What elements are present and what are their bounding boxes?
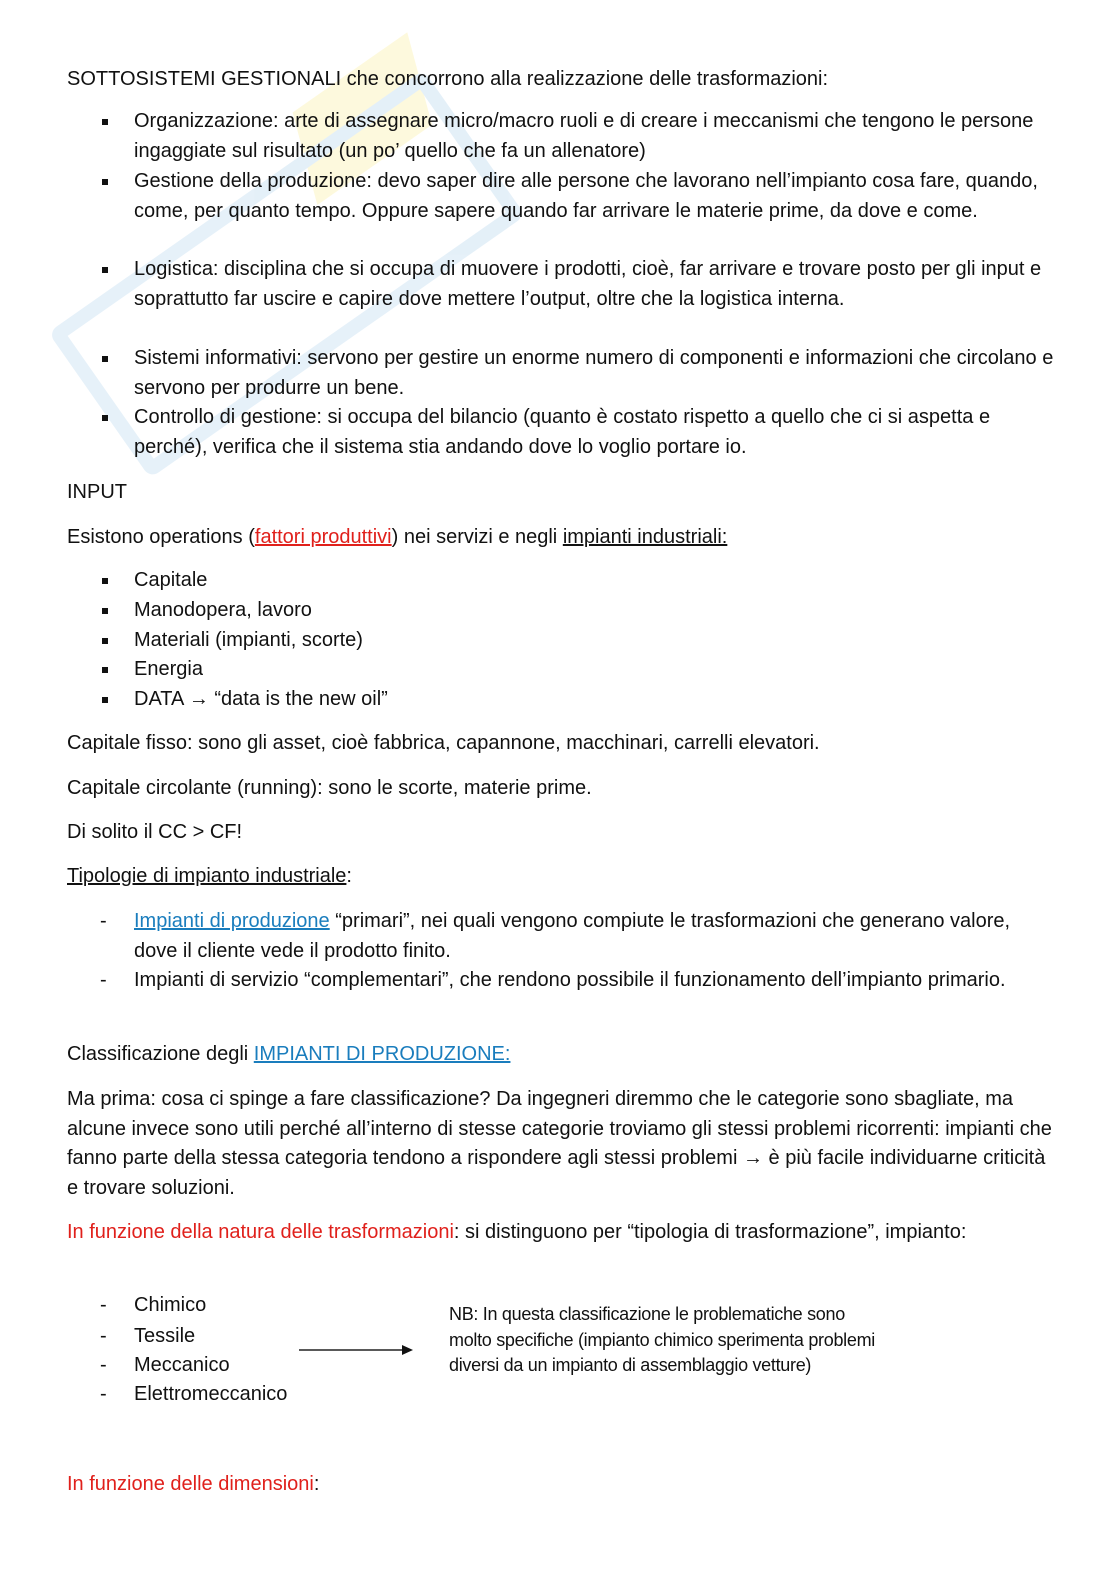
text: “primari”, nei quali vengono compiute le trasformazioni che generano valore, dove il cliente vede il prodotto finito. <box>134 910 1011 962</box>
list-item: Sistemi informativi: servono per gestire un enorme numero di componenti e informazioni che circolano e servono per produrre un bene. <box>134 347 1054 399</box>
fattori-produttivi-link: fattori produttivi <box>254 526 392 548</box>
bullet-icon <box>100 685 120 715</box>
dimensioni-text: In funzione delle dimensioni <box>67 1473 314 1495</box>
tipologie-heading <box>67 862 352 892</box>
text: : <box>346 865 352 887</box>
arrow-right-icon <box>298 1343 416 1357</box>
list-item: DATA → “data is the new oil” <box>134 688 388 710</box>
tipologie-text: Tipologie di impianto industriale <box>67 865 347 887</box>
text: : si distinguono per “tipologia di trasformazione”, impianto: <box>453 1221 967 1243</box>
esistono-paragraph <box>67 523 727 553</box>
list-item: Manodopera, lavoro <box>134 599 312 621</box>
dash-marker: - <box>100 1354 107 1376</box>
input-heading: INPUT <box>67 481 127 503</box>
list-item: Energia <box>134 658 203 680</box>
impianti-di-produzione-heading-link[interactable]: IMPIANTI DI PRODUZIONE: <box>253 1043 511 1065</box>
bullet-icon <box>100 596 120 626</box>
list-item: Gestione della produzione: devo saper dire alle persone che lavorano nell’impianto cosa fare, quando, come, per quanto tempo. Oppure sapere quando far arrivare le materie prime, da dove e come. <box>134 170 1038 222</box>
list-item: Organizzazione: arte di assegnare micro/macro ruoli e di creare i meccanismi che tengono le persone ingaggiate sul risultato (un po’ quello che fa un allenatore) <box>134 110 1034 162</box>
bullet-icon <box>100 107 120 137</box>
bullet-icon <box>100 344 120 374</box>
ma-prima-paragraph: Ma prima: cosa ci spinge a fare classificazione? Da ingegneri diremmo che le categorie sono sbagliate, ma alcune invece sono utili perché all’interno di stesse categorie troviamo gli stessi problemi ricorrenti: impianti che fanno parte della stessa categoria tendono a rispondere agli stessi problemi → è più facile individuarne criticità e trovare soluzioni. <box>67 1088 1052 1199</box>
bullet-icon <box>100 626 120 656</box>
list-item <box>134 907 1054 966</box>
bullet-icon <box>100 403 120 433</box>
list-item: Impianti di servizio “complementari”, che rendono possibile il funzionamento dell’impianto primario. <box>134 969 1006 991</box>
bullet-icon <box>100 255 120 285</box>
nb-note: NB: In questa classificazione le problematiche sono molto specifiche (impianto chimico sperimenta problemi diversi da un impianto di assemblaggio vetture) <box>449 1304 875 1375</box>
list-item: Meccanico <box>134 1354 230 1376</box>
text: Classificazione degli <box>67 1043 254 1065</box>
text: Esistono operations ( <box>67 526 255 548</box>
natura-heading: In funzione della natura delle trasformazioni <box>67 1221 454 1243</box>
list-item: Tessile <box>134 1325 196 1347</box>
bullet-icon <box>100 167 120 197</box>
natura-paragraph <box>67 1218 1027 1248</box>
list-item: Elettromeccanico <box>134 1383 288 1405</box>
impianti-di-produzione-link[interactable]: Impianti di produzione <box>134 910 330 932</box>
list-item: Materiali (impianti, scorte) <box>134 629 363 651</box>
dimensioni-heading <box>67 1470 319 1500</box>
list-item: Capitale <box>134 569 208 591</box>
intro-heading: SOTTOSISTEMI GESTIONALI che concorrono alla realizzazione delle trasformazioni: <box>67 68 829 90</box>
dash-marker: - <box>100 910 107 932</box>
classificazione-heading <box>67 1040 510 1070</box>
bullet-icon <box>100 655 120 685</box>
bullet-icon <box>100 566 120 596</box>
di-solito: Di solito il CC > CF! <box>67 821 243 843</box>
dash-marker: - <box>100 969 107 991</box>
text: : <box>313 1473 320 1495</box>
capitale-fisso: Capitale fisso: sono gli asset, cioè fabbrica, capannone, macchinari, carrelli elevatori. <box>67 732 820 754</box>
list-item: Chimico <box>134 1294 207 1316</box>
capitale-circolante: Capitale circolante (running): sono le scorte, materie prime. <box>67 777 592 799</box>
list-item: Controllo di gestione: si occupa del bilancio (quanto è costato rispetto a quello che ci si aspetta e perché), verifica che il sistema stia andando dove lo voglio portare io. <box>134 406 991 458</box>
dash-marker: - <box>100 1325 107 1347</box>
dash-marker: - <box>100 1383 107 1405</box>
dash-marker: - <box>100 1294 107 1316</box>
impianti-industriali-text: impianti industriali: <box>562 526 728 548</box>
text: ) nei servizi e negli <box>391 526 563 548</box>
list-item: Logistica: disciplina che si occupa di muovere i prodotti, cioè, far arrivare e trovare posto per gli input e soprattutto far uscire e capire dove mettere l’output, oltre che la logistica interna. <box>134 258 1042 310</box>
